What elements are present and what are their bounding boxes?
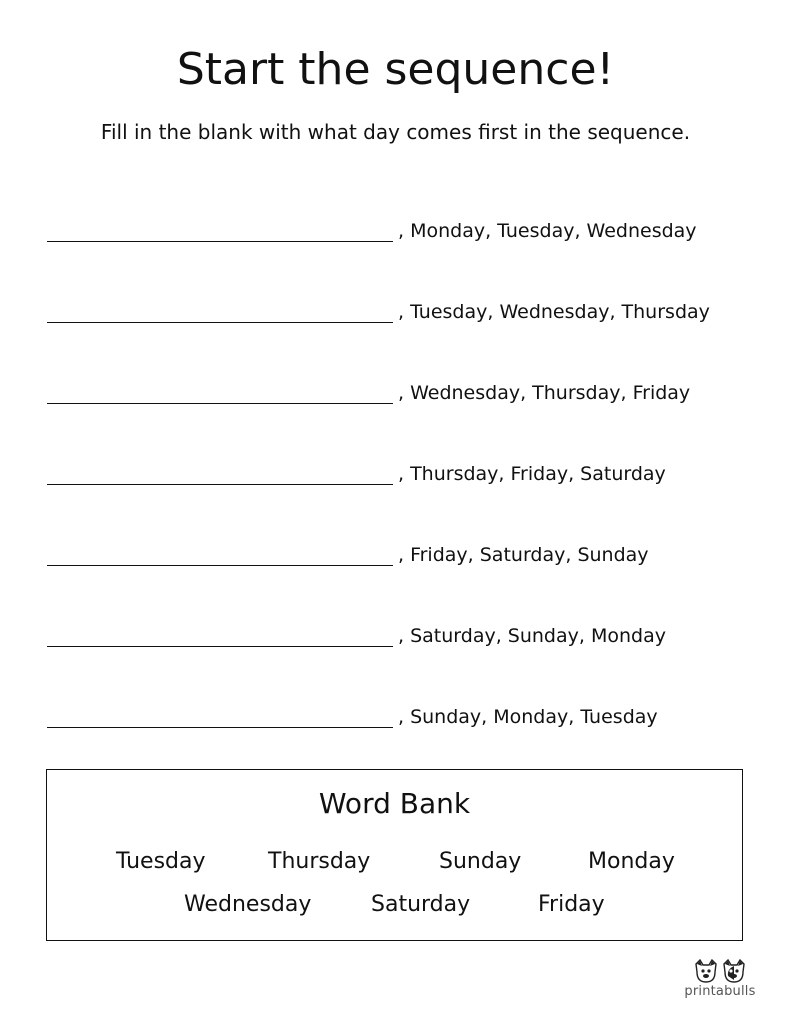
answer-blank[interactable] xyxy=(47,727,393,728)
sequence-text: , Friday, Saturday, Sunday xyxy=(398,544,649,566)
instructions: Fill in the blank with what day comes first in the sequence. xyxy=(100,120,691,144)
logo-text: printabulls xyxy=(684,984,756,999)
bulldog-faces-icon xyxy=(682,958,758,984)
word-bank-title: Word Bank xyxy=(318,787,471,820)
word-bank-word: Friday xyxy=(538,892,605,917)
word-bank-word: Saturday xyxy=(371,892,471,917)
answer-blank[interactable] xyxy=(47,565,393,566)
sequence-text: , Saturday, Sunday, Monday xyxy=(398,625,666,647)
sequence-row xyxy=(47,539,767,573)
sequence-row xyxy=(47,458,767,492)
word-bank-word: Thursday xyxy=(268,849,371,874)
word-bank-box xyxy=(46,769,743,941)
sequence-text: , Sunday, Monday, Tuesday xyxy=(398,706,658,728)
answer-blank[interactable] xyxy=(47,646,393,647)
sequence-text: , Monday, Tuesday, Wednesday xyxy=(398,220,697,242)
answer-blank[interactable] xyxy=(47,403,393,404)
answer-blank[interactable] xyxy=(47,322,393,323)
sequence-text: , Wednesday, Thursday, Friday xyxy=(398,382,691,404)
sequence-row xyxy=(47,296,767,330)
printabulls-logo xyxy=(682,958,758,1004)
answer-blank[interactable] xyxy=(47,241,393,242)
word-bank-word: Sunday xyxy=(439,849,522,874)
answer-blank[interactable] xyxy=(47,484,393,485)
page-title: Start the sequence! xyxy=(176,44,615,95)
sequence-row xyxy=(47,701,767,735)
sequence-text: , Tuesday, Wednesday, Thursday xyxy=(398,301,710,323)
sequence-text: , Thursday, Friday, Saturday xyxy=(398,463,666,485)
word-bank-word: Tuesday xyxy=(116,849,206,874)
word-bank-word: Wednesday xyxy=(184,892,312,917)
word-bank-word: Monday xyxy=(588,849,675,874)
sequence-row xyxy=(47,215,767,249)
sequence-row xyxy=(47,620,767,654)
sequence-row xyxy=(47,377,767,411)
